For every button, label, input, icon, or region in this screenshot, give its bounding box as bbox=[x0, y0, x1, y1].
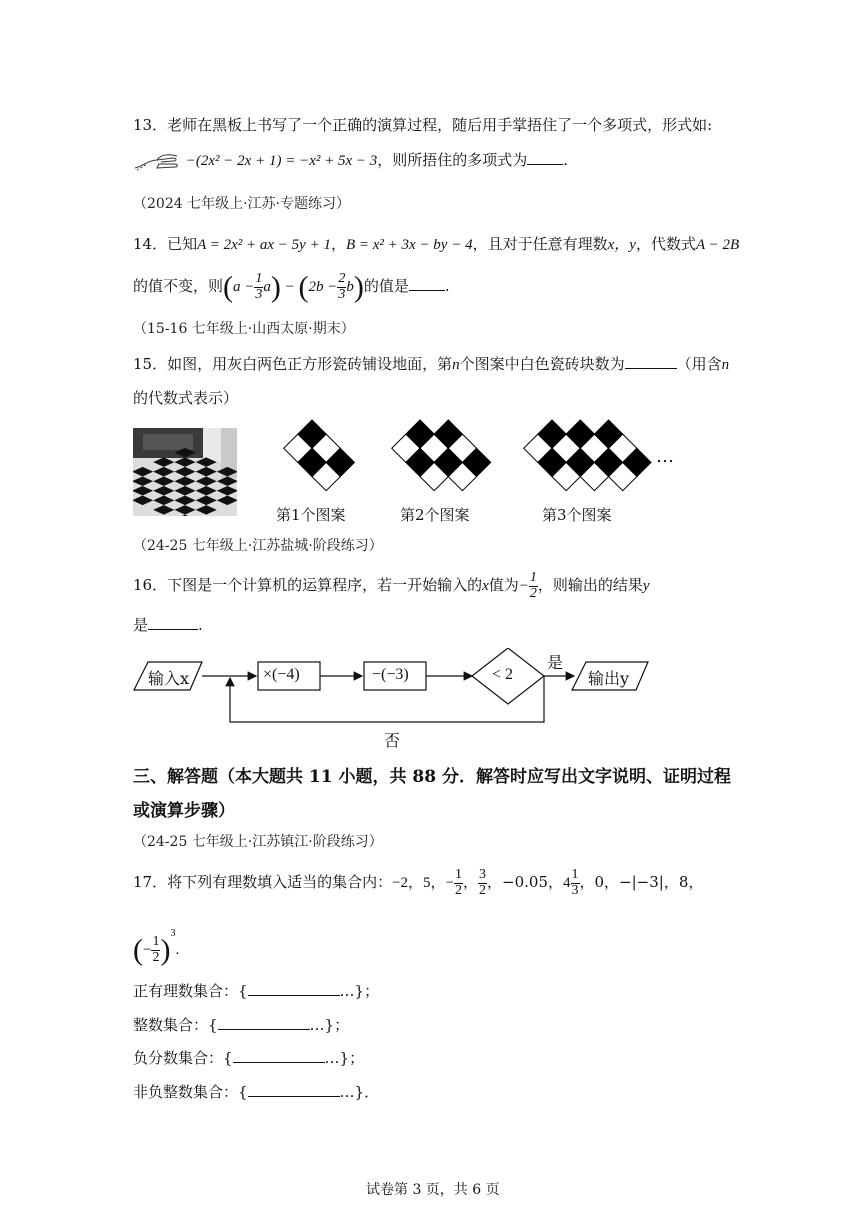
q17-line1 bbox=[133, 862, 703, 902]
q13-text: 13．老师在黑板上书写了一个正确的演算过程，随后用手掌捂住了一个多项式，形式如: bbox=[133, 116, 713, 134]
q17-set-integer-label: 整数集合：{ bbox=[133, 1016, 218, 1034]
q14-formula-A: A = 2x² + ax − 5y + 1 bbox=[197, 237, 331, 253]
q16-x: x bbox=[482, 578, 489, 594]
q14-text-a: 14．已知 bbox=[133, 235, 198, 253]
q13-formula-line bbox=[133, 148, 568, 174]
q17-set-negfrac-end: …}； bbox=[324, 1049, 365, 1067]
page-footer: 试卷第 3 页，共 6 页 bbox=[366, 1182, 500, 1198]
q17-set-negfrac-label: 负分数集合：{ bbox=[133, 1049, 233, 1067]
q17-set-positive-blank[interactable] bbox=[248, 981, 340, 996]
q14-end: . bbox=[444, 277, 450, 295]
q17-set-positive-end: …}； bbox=[339, 982, 380, 1000]
q17-frac-neg-half: − $\frac{1}{2}$ bbox=[445, 867, 463, 899]
q13-source: （2024 七年级上·江苏·专题练习） bbox=[133, 196, 350, 212]
q17-num-c: ，−0.05， bbox=[487, 873, 564, 891]
q17-line2: (− $\frac{1}{2}$ )$^3$. bbox=[133, 928, 180, 967]
q14-sep: ， bbox=[330, 235, 346, 253]
q14-line2 bbox=[133, 266, 450, 306]
q14-text-b: ，且对于任意有理数 bbox=[472, 235, 608, 253]
q14-line2-a: 的值不变，则 bbox=[133, 277, 224, 295]
pattern-3 bbox=[508, 418, 654, 506]
flow-input-label: 输入x bbox=[148, 669, 190, 688]
q14-vars: x，y bbox=[607, 237, 636, 253]
q16-line2-text: 是 bbox=[133, 616, 149, 634]
q17-set-nonneg-blank[interactable] bbox=[248, 1082, 340, 1097]
q14-source: （15-16 七年级上·山西太原·期末） bbox=[133, 321, 355, 337]
q15-line1 bbox=[133, 353, 729, 374]
q13-end: . bbox=[563, 151, 569, 169]
flow-yes-label: 是 bbox=[547, 653, 564, 672]
q17-set-positive bbox=[133, 980, 379, 1001]
q17-set-integer bbox=[133, 1014, 349, 1035]
q14-line1 bbox=[133, 233, 739, 254]
q16-line2 bbox=[133, 614, 203, 635]
q15-n2: n bbox=[721, 357, 730, 373]
pattern-1-caption: 第1个图案 bbox=[276, 506, 346, 524]
q13-tail: ，则所捂住的多项式为 bbox=[377, 151, 528, 169]
q15-text-c: （用含 bbox=[676, 355, 722, 373]
q14-answer-blank[interactable] bbox=[409, 276, 445, 291]
q16-text-c: ，则输出的结果 bbox=[537, 576, 643, 594]
q15-text-a: 15．如图，用灰白两色正方形瓷砖铺设地面，第 bbox=[133, 355, 453, 373]
section3-title-line2: 或演算步骤） bbox=[133, 801, 235, 821]
q14-formula-B: B = x² + 3x − by − 4 bbox=[345, 237, 473, 253]
floor-photo bbox=[133, 428, 237, 516]
q17-frac-three-halves: $\frac{3}{2}$ bbox=[479, 867, 487, 899]
pattern-ellipsis: … bbox=[656, 446, 674, 467]
q15-line2: 的代数式表示） bbox=[133, 389, 239, 407]
q17-set-negfrac-blank[interactable] bbox=[233, 1048, 325, 1063]
q16-text-a: 16．下图是一个计算机的运算程序，若一开始输入的 bbox=[133, 576, 483, 594]
q17-mixed-four-third: 4 $\frac{1}{3}$ bbox=[563, 867, 579, 899]
flow-minus-label: −(−3) bbox=[372, 666, 409, 683]
q15-answer-blank[interactable] bbox=[625, 354, 677, 369]
hand-icon bbox=[133, 148, 181, 174]
q17-text: 17．将下列有理数填入适当的集合内： bbox=[133, 873, 393, 891]
q17-set-nonneg-end: …}． bbox=[339, 1083, 380, 1101]
q15-source: （24-25 七年级上·江苏盐城·阶段练习） bbox=[133, 538, 383, 554]
q15-n: n bbox=[452, 357, 460, 373]
section3-source: （24-25 七年级上·江苏镇江·阶段练习） bbox=[133, 834, 383, 850]
q16-text-b: 值为 bbox=[488, 576, 519, 594]
q17-num-a: −2，5， bbox=[392, 875, 446, 891]
q16-end: . bbox=[198, 616, 203, 634]
pattern-3-caption: 第3个图案 bbox=[542, 506, 612, 524]
flow-mult-label: ×(−4) bbox=[263, 666, 300, 683]
q17-set-positive-label: 正有理数集合：{ bbox=[133, 982, 248, 1000]
q17-set-negfrac bbox=[133, 1047, 364, 1068]
q14-line2-b: 的值是 bbox=[363, 277, 409, 295]
q16-y: y bbox=[642, 578, 650, 594]
flow-cond-label: < 2 bbox=[492, 666, 514, 683]
q17-set-nonneg bbox=[133, 1081, 379, 1102]
flow-output-label: 输出y bbox=[588, 669, 630, 688]
section3-title-line1: 三、解答题（本大题共 11 小题，共 88 分．解答时应写出文字说明、证明过程 bbox=[133, 767, 731, 787]
flow-no-label: 否 bbox=[384, 731, 401, 750]
q17-set-nonneg-label: 非负整数集合：{ bbox=[133, 1083, 248, 1101]
pattern-2-caption: 第2个图案 bbox=[400, 506, 470, 524]
q17-num-b: ， bbox=[463, 873, 479, 891]
q14-expr: A − 2B bbox=[695, 237, 740, 253]
pattern-1 bbox=[268, 418, 356, 506]
q16-line1 bbox=[133, 566, 650, 604]
q17-set-integer-end: …}； bbox=[309, 1016, 350, 1034]
q13-answer-blank[interactable] bbox=[527, 150, 563, 165]
q16-answer-blank[interactable] bbox=[148, 615, 198, 630]
q17-set-integer-blank[interactable] bbox=[218, 1015, 310, 1030]
q13-formula: −(2x² − 2x + 1) = −x² + 5x − 3 bbox=[185, 153, 378, 169]
q15-text-b: 个图案中白色瓷砖块数为 bbox=[459, 355, 625, 373]
q14-expression: (a − $\frac{1}{3}$ a) − (2b − $\frac{2}{3}$ b) bbox=[223, 270, 364, 304]
q16-value: − $\frac{1}{2}$ bbox=[518, 570, 537, 602]
q14-text-c: ，代数式 bbox=[635, 235, 696, 253]
q17-num-d: ，0，−|−3|，8， bbox=[579, 873, 704, 891]
pattern-2 bbox=[376, 418, 494, 506]
